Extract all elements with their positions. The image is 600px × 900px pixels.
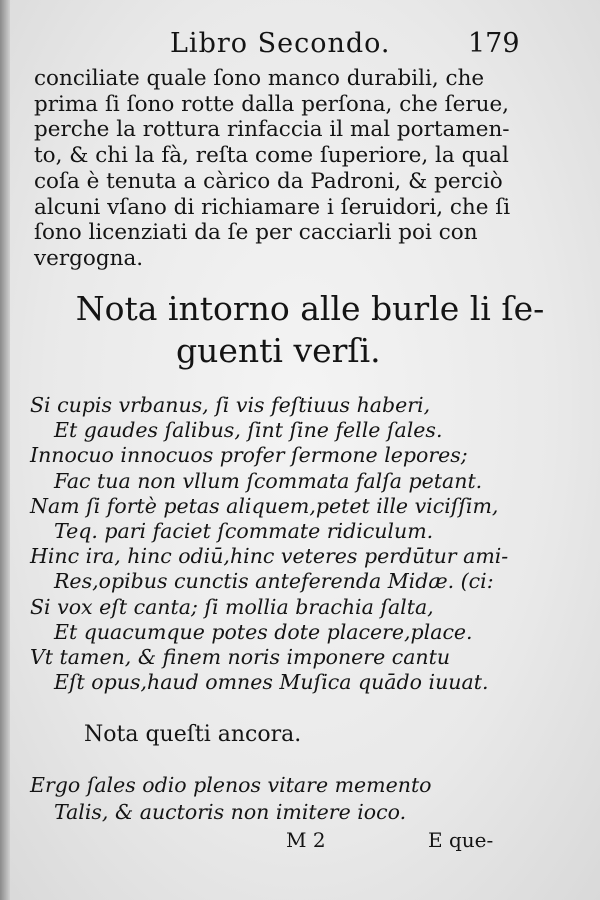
page-header xyxy=(0,26,600,66)
prose-line: perche la rottura rinfaccia il mal portamen- xyxy=(34,117,510,143)
running-title: Libro Secondo. xyxy=(170,28,391,59)
prose-line: vergogna. xyxy=(34,245,144,271)
verse-line: Hinc ira, hinc odiū,hinc veteres perdūtur ami- xyxy=(30,544,509,569)
prose-line: prima ſi ſono rotte dalla perſona, che ſerue, xyxy=(34,91,510,117)
page-edge-shadow xyxy=(0,0,10,900)
prose-line: alcuni vſano di richiamare i ſeruidori, che ſi xyxy=(34,194,511,220)
subheading: Nota queſti ancora. xyxy=(84,722,302,747)
verse-line: Et gaudes ſalibus, ſint ſine felle ſales. xyxy=(54,418,443,443)
heading-line-2: guenti verſi. xyxy=(176,331,381,370)
verse-line: Si vox eſt canta; ſi mollia brachia ſalta, xyxy=(30,594,434,619)
signature-mark: M 2 xyxy=(286,828,326,852)
verse-line: Et quacumque potes dote placere,place. xyxy=(54,619,473,644)
heading-line-1: Nota intorno alle burle li ſe- xyxy=(75,289,545,328)
page-number: 179 xyxy=(468,28,520,59)
verse-line: Ergo ſales odio plenos vitare memento xyxy=(30,773,432,797)
verse-line: Vt tamen, & finem noris imponere cantu xyxy=(30,645,451,670)
verse-line: Innocuo innocuos profer ſermone lepores; xyxy=(30,443,468,468)
prose-line: conciliate quale ſono manco durabili, che xyxy=(34,66,485,91)
verse-line: Nam ſi fortè petas aliquem,petet ille viciſſim, xyxy=(30,493,499,518)
verse-line: Fac tua non vllum ſcommata falſa petant. xyxy=(54,468,483,493)
verse-line: Eſt opus,haud omnes Muſica quādo iuuat. xyxy=(54,670,489,695)
prose-paragraph xyxy=(34,66,574,272)
verse-line: Teq. pari faciet ſcommate ridiculum. xyxy=(54,519,434,544)
verse-line: Talis, & auctoris non imitere ioco. xyxy=(54,800,407,824)
catchword: E que- xyxy=(428,828,494,852)
verse-line: Res,opibus cunctis anteferenda Midæ. (ci: xyxy=(54,569,494,594)
verse-block-2 xyxy=(30,772,590,826)
prose-line: ſono licenziati da ſe per cacciarli poi con xyxy=(34,220,478,246)
verse-line: Si cupis vrbanus, ſi vis feſtiuus haberi, xyxy=(30,393,431,417)
prose-line: to, & chi la fà, reſta come ſuperiore, la qual xyxy=(34,143,509,169)
prose-line: coſa è tenuta a càrico da Padroni, & perciò xyxy=(34,168,503,194)
verse-block xyxy=(30,393,590,695)
section-heading xyxy=(40,288,580,372)
